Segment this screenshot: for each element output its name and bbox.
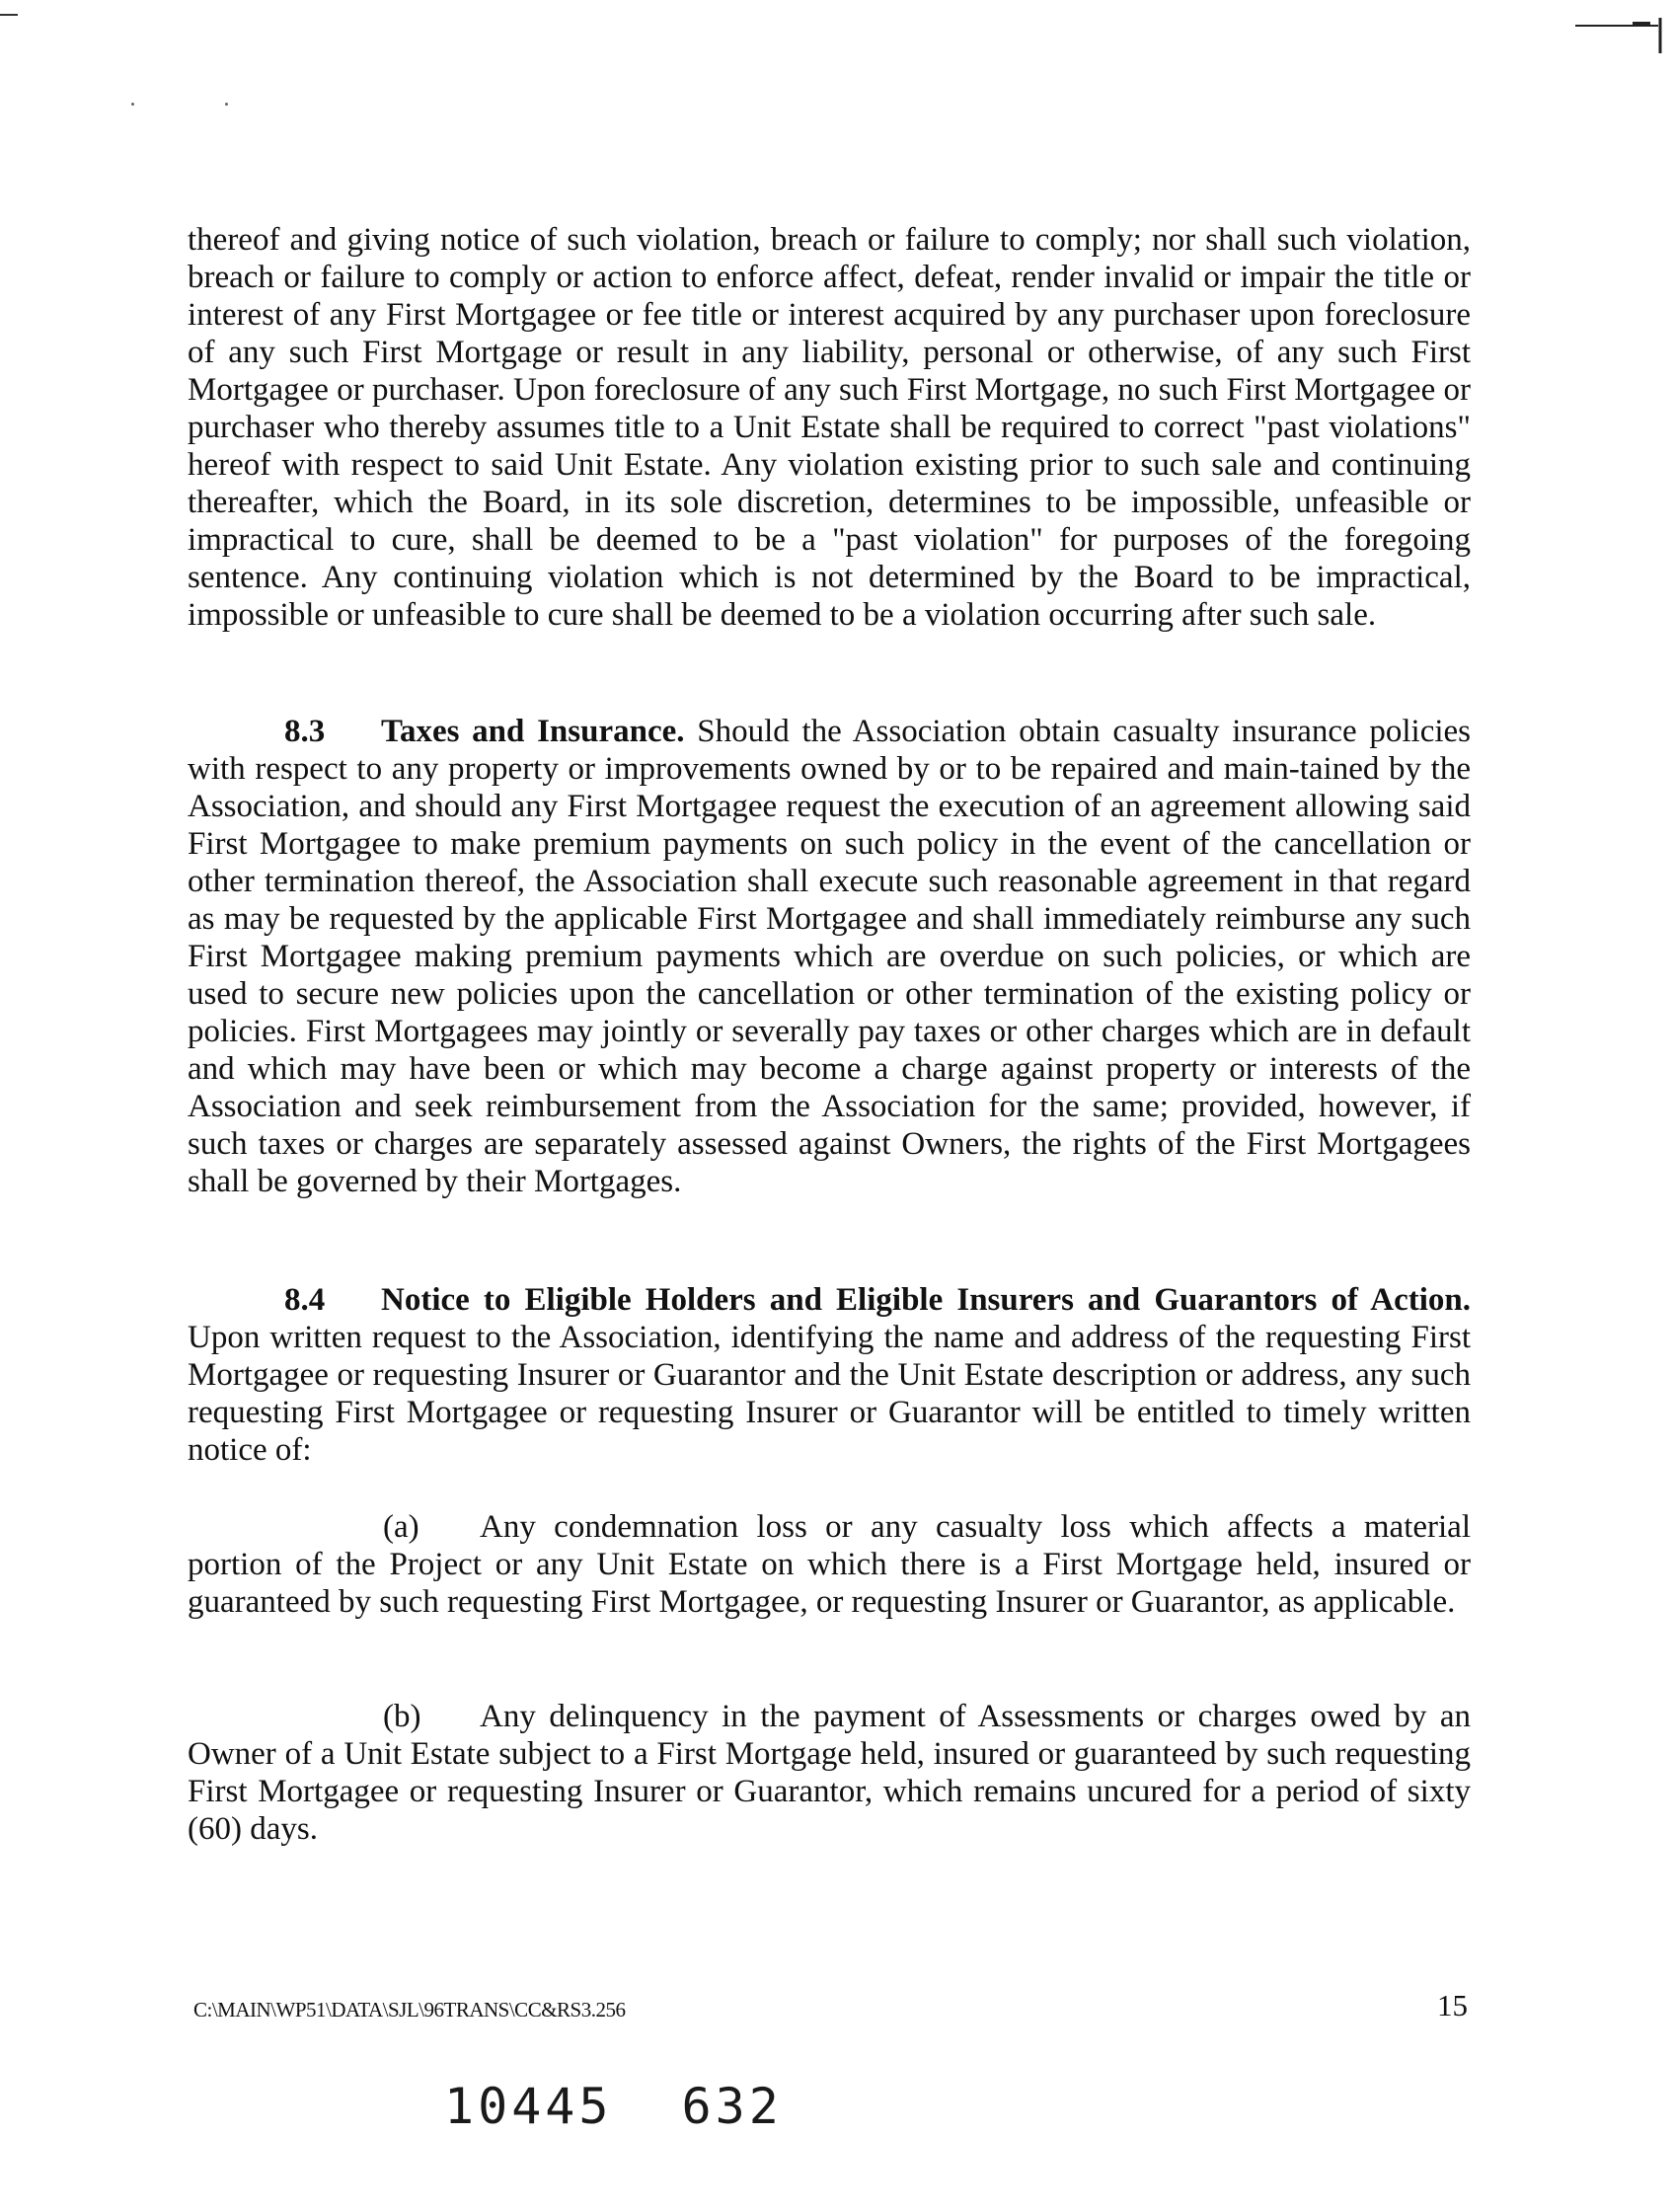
- recording-stamp: [444, 2078, 783, 2135]
- list-item-a: [188, 1508, 1471, 1621]
- section-8-4: [188, 1281, 1471, 1469]
- list-item-label: (a): [383, 1509, 419, 1545]
- scan-edge-mark: [0, 14, 18, 16]
- section-title: Taxes and Insurance.: [381, 714, 685, 749]
- section-title: Notice to Eligible Holders and Eligible Insurers and Guarantors of Action.: [381, 1282, 1471, 1318]
- section-text: Upon written request to the Association, identifying the name and address of the requesting First Mortgagee or requesting Insurer or Guarantor and the Unit Estate description or address, any such requesting First Mortgagee or requesting Insurer or Guarantor will be entitled to timely written notice of:: [188, 1320, 1471, 1468]
- list-item-label: (b): [383, 1699, 421, 1734]
- page-number: 15: [1437, 1988, 1468, 2022]
- corner-binding-mark: [1575, 18, 1666, 53]
- section-number: 8.3: [284, 714, 326, 749]
- scan-speck: [225, 103, 228, 106]
- section-number: 8.4: [284, 1282, 326, 1318]
- paragraph-continuation: [188, 221, 1471, 634]
- section-8-3: [188, 713, 1471, 1200]
- footer-file-path: C:\MAIN\WP51\DATA\SJL\96TRANS\CC&RS3.256: [193, 1998, 626, 2021]
- stamp-book-number: 10445: [444, 2078, 613, 2135]
- list-item-text: Any condemnation loss or any casualty loss which affects a material portion of the Project or any Unit Estate on which there is a First Mortgage held, insured or guaranteed by such requesting First Mortgagee, or requesting Insurer or Guarantor, as applicable.: [188, 1509, 1471, 1620]
- list-item-b: [188, 1698, 1471, 1848]
- stamp-page-number: 632: [681, 2078, 783, 2135]
- list-item-text: Any delinquency in the payment of Assessments or charges owed by an Owner of a Unit Estate subject to a First Mortgage held, insured or guaranteed by such requesting First Mortgagee or requesting Insurer or Guarantor, which remains uncured for a period of sixty (60) days.: [188, 1699, 1471, 1847]
- section-text: Should the Association obtain casualty insurance policies with respect to any property or improvements owned by or to be repaired and main-tained by the Association, and should any First Mortgagee request the execution of an agreement allowing said First Mortgagee to make premium payments on such policy in the event of the cancellation or other termination thereof, the Association shall execute such reasonable agreement in that regard as may be requested by the applicable First Mortgagee and shall immediately reimburse any such First Mortgagee making premium payments which are overdue on such policies, or which are used to secure new policies upon the cancellation or other termination of the existing policy or policies. First Mortgagees may jointly or severally pay taxes or other charges which are in default and which may have been or which may become a charge against property or interests of the Association and seek reimbursement from the Association for the same; provided, however, if such taxes or charges are separately assessed against Owners, the rights of the First Mortgagees shall be governed by their Mortgages.: [188, 714, 1471, 1199]
- scan-speck: [131, 103, 134, 106]
- paragraph-text: thereof and giving notice of such violation, breach or failure to comply; nor shall such violation, breach or failure to comply or action to enforce affect, defeat, render invalid or impair the title or interest of any First Mortgagee or fee title or interest acquired by any purchaser upon foreclosure of any such First Mortgage or result in any liability, personal or otherwise, of any such First Mortgagee or purchaser. Upon foreclosure of any such First Mortgage, no such First Mortgagee or purchaser who thereby assumes title to a Unit Estate shall be required to correct "past violations" hereof with respect to said Unit Estate. Any violation existing prior to such sale and continuing thereafter, which the Board, in its sole discretion, determines to be impossible, unfeasible or impractical to cure, shall be deemed to be a "past violation" for purposes of the foregoing sentence. Any continuing violation which is not determined by the Board to be impractical, impossible or unfeasible to cure shall be deemed to be a violation occurring after such sale.: [188, 222, 1471, 633]
